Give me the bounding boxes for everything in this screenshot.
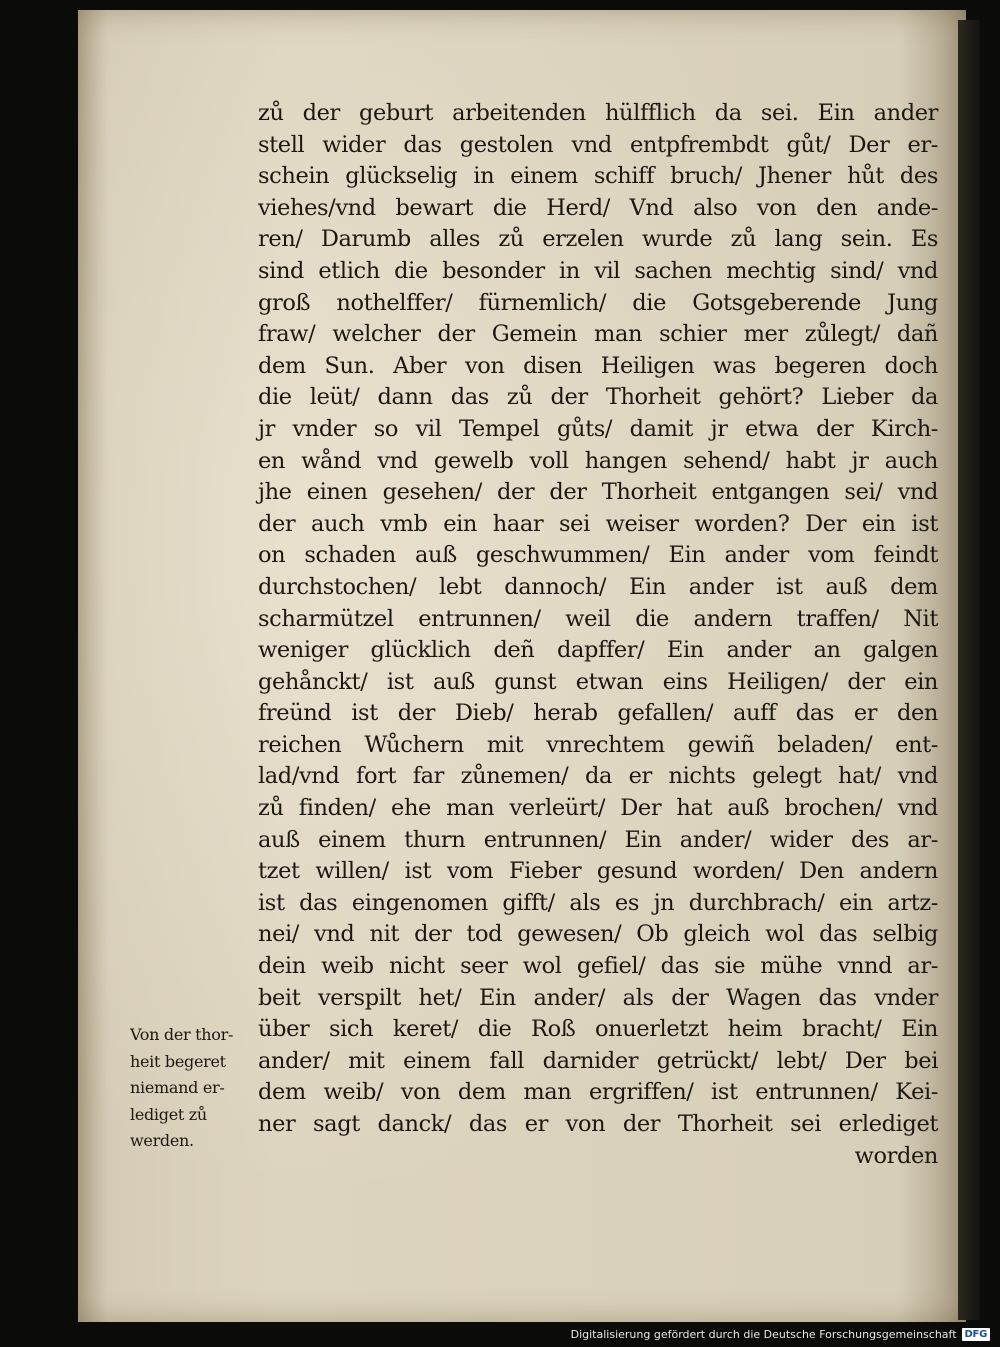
- text-line: der auch vmb ein haar sei weiser worden? Der ein ist: [258, 510, 938, 537]
- page-edge-shadow: [958, 20, 980, 1320]
- text-line: ander/ mit einem fall darnider getrückt/ lebt/ Der bei: [258, 1047, 938, 1074]
- text-line: durchstochen/ lebt dannoch/ Ein ander ist auß dem: [258, 573, 938, 600]
- margin-note-line: werden.: [130, 1131, 194, 1150]
- dfg-logo-icon: DFG: [962, 1328, 990, 1341]
- text-line: die leüt/ dann das zů der Thorheit gehört? Lieber da: [258, 384, 938, 411]
- text-line: stell wider das gestolen vnd entpfrembdt gůt/ Der er-: [258, 131, 938, 158]
- footer-credit: Digitalisierung gefördert durch die Deutsche Forschungsgemeinschaft: [570, 1327, 957, 1341]
- text-line: freünd ist der Dieb/ herab gefallen/ auff das er den: [258, 700, 938, 727]
- text-line: auß einem thurn entrunnen/ Ein ander/ wider des ar-: [258, 826, 938, 853]
- text-line: zů finden/ ehe man verleürt/ Der hat auß brochen/ vnd: [258, 795, 938, 822]
- text-line: worden: [854, 1142, 938, 1169]
- text-line: on schaden auß geschwummen/ Ein ander vom feindt: [258, 542, 938, 569]
- text-line: über sich keret/ die Roß onuerletzt heim bracht/ Ein: [258, 1016, 938, 1043]
- margin-note-line: lediget zů: [130, 1104, 207, 1124]
- text-line: ner sagt danck/ das er von der Thorheit sei erlediget: [258, 1111, 938, 1137]
- text-line: dem weib/ von dem man ergriffen/ ist entrunnen/ Kei-: [258, 1079, 938, 1106]
- text-line: viehes/vnd bewart die Herd/ Vnd also von den ande-: [258, 194, 938, 221]
- margin-note-line: heit begeret: [130, 1051, 226, 1071]
- text-line: en wånd vnd gewelb voll hangen sehend/ habt jr auch: [258, 447, 938, 474]
- text-line: lad/vnd fort far zůnemen/ da er nichts gelegt hat/ vnd: [258, 763, 938, 790]
- text-line: dem Sun. Aber von disen Heiligen was begeren doch: [258, 352, 938, 379]
- text-line: beit verspilt het/ Ein ander/ als der Wagen das vnder: [258, 984, 938, 1011]
- text-line: nei/ vnd nit der tod gewesen/ Ob gleich wol das selbig: [258, 921, 938, 948]
- text-line: dein weib nicht seer wol gefiel/ das sie mühe vnnd ar-: [258, 953, 938, 980]
- text-line: zů der geburt arbeitenden hülfflich da sei. Ein ander: [258, 100, 938, 126]
- text-line: jhe einen gesehen/ der der Thorheit entgangen sei/ vnd: [258, 479, 938, 506]
- text-line: jr vnder so vil Tempel gůts/ damit jr etwa der Kirch-: [258, 415, 938, 442]
- text-line: ren/ Darumb alles zů erzelen wurde zů lang sein. Es: [258, 226, 938, 253]
- text-line: sind etlich die besonder in vil sachen mechtig sind/ vnd: [258, 257, 938, 284]
- main-text-block: [258, 98, 938, 1172]
- text-line: weniger glücklich deñ dapffer/ Ein ander an galgen: [258, 637, 938, 664]
- margin-note-line: Von der thor-: [130, 1025, 234, 1044]
- digitization-footer: [571, 1325, 990, 1343]
- text-line: gehånckt/ ist auß gunst etwan eins Heiligen/ der ein: [258, 668, 938, 695]
- text-line: reichen Wůchern mit vnrechtem gewiñ beladen/ ent-: [258, 731, 938, 758]
- text-line: ist das eingenomen gifft/ als es jn durchbrach/ ein artz-: [258, 889, 938, 916]
- text-line: scharmützel entrunnen/ weil die andern traffen/ Nit: [258, 605, 938, 632]
- text-line: groß nothelffer/ fürnemlich/ die Gotsgeberende Jung: [258, 289, 938, 316]
- text-line: tzet willen/ ist vom Fieber gesund worden/ Den andern: [258, 858, 938, 885]
- text-line: schein glückselig in einem schiff bruch/ Jhener hůt des: [258, 163, 938, 190]
- margin-note-line: niemand er-: [130, 1078, 225, 1097]
- margin-note: [130, 1022, 262, 1155]
- text-line: fraw/ welcher der Gemein man schier mer zůlegt/ dañ: [258, 321, 938, 348]
